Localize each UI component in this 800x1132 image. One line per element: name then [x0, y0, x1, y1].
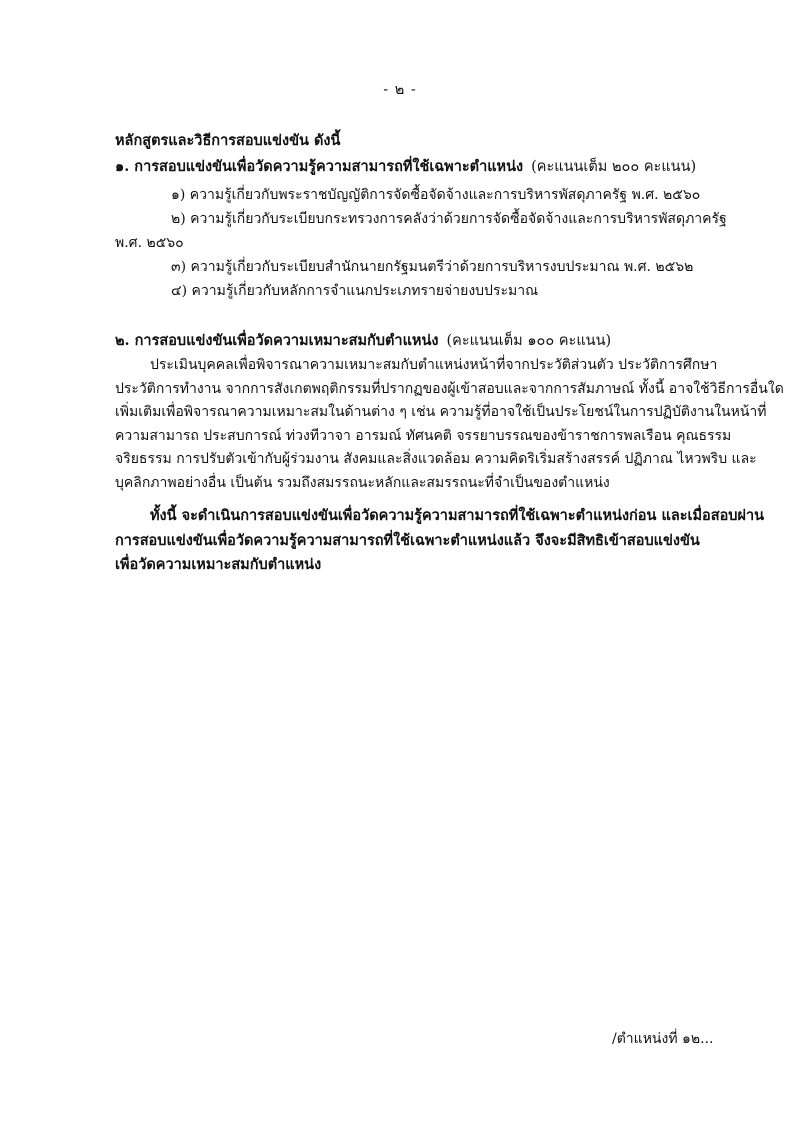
section-1-score: (คะแนนเต็ม ๒๐๐ คะแนน): [531, 159, 697, 175]
section-2-paragraph-line: ประเมินบุคคลเพื่อพิจารณาความเหมาะสมกับตำแหน่งหน้าที่จากประวัติส่วนตัว ประวัติการศึกษา: [150, 357, 718, 373]
note-line: การสอบแข่งขันเพื่อวัดความรู้ความสามารถที่ใช้เฉพาะตำแหน่งแล้ว จึงจะมีสิทธิเข้าสอบแข่งขัน: [115, 531, 700, 549]
continuation-reference: /ตำแหน่งที่ ๑๒...: [612, 1031, 714, 1047]
document-body: [115, 128, 784, 578]
section-1-title-text: ๑. การสอบแข่งขันเพื่อวัดความรู้ความสามารถที่ใช้เฉพาะตำแหน่ง: [115, 158, 524, 175]
section-2-paragraph-line: ประวัติการทำงาน จากการสังเกตพฤติกรรมที่ปรากฏของผู้เข้าสอบและจากการสัมภาษณ์ ทั้งนี้ อาจใช้วิธีการอื่นใด: [115, 380, 784, 397]
section-1-item-continuation: พ.ศ. ๒๕๖๐: [115, 235, 184, 251]
section-2-score: (คะแนนเต็ม ๑๐๐ คะแนน): [446, 333, 612, 349]
section-2-title-text: ๒. การสอบแข่งขันเพื่อวัดความเหมาะสมกับตำแหน่ง: [115, 332, 439, 349]
syllabus-heading: หลักสูตรและวิธีการสอบแข่งขัน ดังนี้: [115, 132, 341, 149]
section-2-paragraph-line: เพิ่มเติมเพื่อพิจารณาความเหมาะสมในด้านต่าง ๆ เช่น ความรู้ที่อาจใช้เป็นประโยชน์ในการปฏิบัติงานในหน้าที่: [115, 404, 767, 420]
note-line: เพื่อวัดความเหมาะสมกับตำแหน่ง: [115, 556, 322, 573]
page-number: - ๒ -: [383, 82, 417, 98]
section-1-title: [115, 154, 700, 180]
spacer: [115, 495, 700, 504]
section-2-paragraph-line: ความสามารถ ประสบการณ์ ท่วงทีวาจา อารมณ์ ทัศนคติ จรรยาบรรณของข้าราชการพลเรือน คุณธรรม: [115, 427, 732, 444]
section-2-title: [115, 328, 700, 354]
note-line: ทั้งนี้ จะดำเนินการสอบแข่งขันเพื่อวัดความรู้ความสามารถที่ใช้เฉพาะตำแหน่งก่อน และเมื่อสอบผ่าน: [150, 507, 765, 524]
section-1-item: ๔) ความรู้เกี่ยวกับหลักการจำแนกประเภทรายจ่ายงบประมาณ: [171, 283, 539, 299]
section-1-item: ๑) ความรู้เกี่ยวกับพระราชบัญญัติการจัดซื้อจัดจ้างและการบริหารพัสดุภาครัฐ พ.ศ. ๒๕๖๐: [171, 187, 701, 203]
section-2-paragraph-line: บุคลิกภาพอย่างอื่น เป็นต้น รวมถึงสมรรถนะหลักและสมรรถนะที่จำเป็นของตำแหน่ง: [115, 474, 610, 491]
section-2-paragraph-line: จริยธรรม การปรับตัวเข้ากับผู้ร่วมงาน สังคมและสิ่งแวดล้อม ความคิดริเริ่มสร้างสรรค์ ปฏิภาณ ไหวพริบ และ: [115, 451, 757, 467]
section-1-item: ๓) ความรู้เกี่ยวกับระเบียบสำนักนายกรัฐมนตรีว่าด้วยการบริหารงบประมาณ พ.ศ. ๒๕๖๒: [171, 259, 694, 275]
section-1-item: ๒) ความรู้เกี่ยวกับระเบียบกระทรวงการคลังว่าด้วยการจัดซื้อจัดจ้างและการบริหารพัสดุภาครัฐ: [171, 211, 727, 227]
spacer: [115, 303, 700, 328]
